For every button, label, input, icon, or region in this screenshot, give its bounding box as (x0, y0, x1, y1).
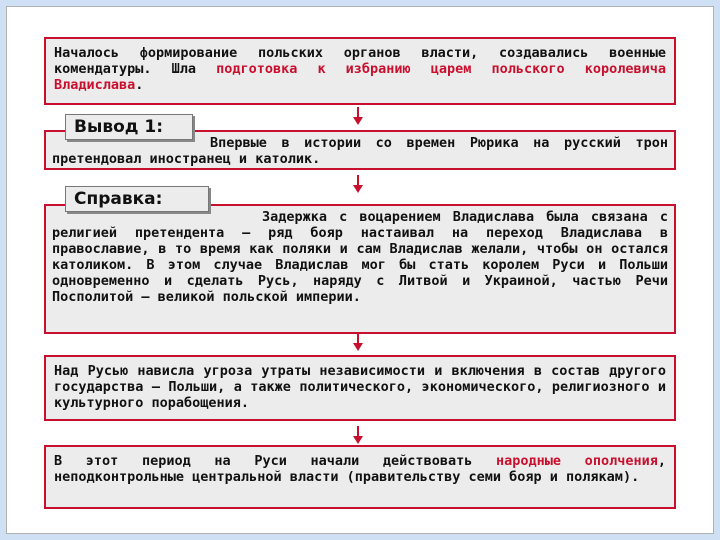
arrow-down-icon (352, 107, 364, 125)
arrow-down-icon (352, 175, 364, 193)
box-5-highlight: народные ополчения (496, 453, 658, 469)
conclusion-label: Вывод 1: (65, 114, 193, 140)
box-5-text-end: , неподконтрольные центральной власти (правительству семи бояр и полякам). (54, 453, 666, 485)
box-4-text: Над Русью нависла угроза утраты независимости и включения в состав другого государства – Польши, а также политического, экономического, религиозного и культурного порабощения. (54, 363, 666, 411)
box-2-text: Впервые в истории со времен Рюрика на русский трон претендовал иностранец и католик. (52, 135, 668, 167)
arrow-down-icon (352, 333, 364, 351)
box-3-paragraph (52, 209, 668, 305)
box-5-paragraph (54, 453, 666, 485)
text-box-1 (44, 37, 676, 105)
box-1-paragraph (54, 45, 666, 93)
arrow-down-icon (352, 426, 364, 444)
box-1-text: Началось формирование польских органов власти, создавались военные комендатуры. Шла (54, 45, 666, 77)
reference-label: Справка: (65, 186, 209, 212)
box-3-text: Задержка с воцарением Владислава была связана с религией претендента – ряд бояр настаивал на переход Владислава в православие, в то время как поляки и сам Владислав желали, чтобы он остался католиком. В этом случае Владислав мог бы стать королем Руси и Польши одновременно и сделать Русь, наряду с Литвой и Украиной, частью Речи Посполитой – великой польской империи. (52, 209, 668, 305)
text-box-4 (44, 355, 676, 421)
box-1-text-end: . (135, 77, 144, 93)
box-5-text: В этот период на Руси начали действовать (54, 453, 496, 469)
box-1-highlight: подготовка к избранию царем польского королевича Владислава (54, 61, 666, 93)
text-box-5 (44, 445, 676, 509)
slide (6, 6, 714, 534)
text-box-3 (44, 204, 676, 334)
